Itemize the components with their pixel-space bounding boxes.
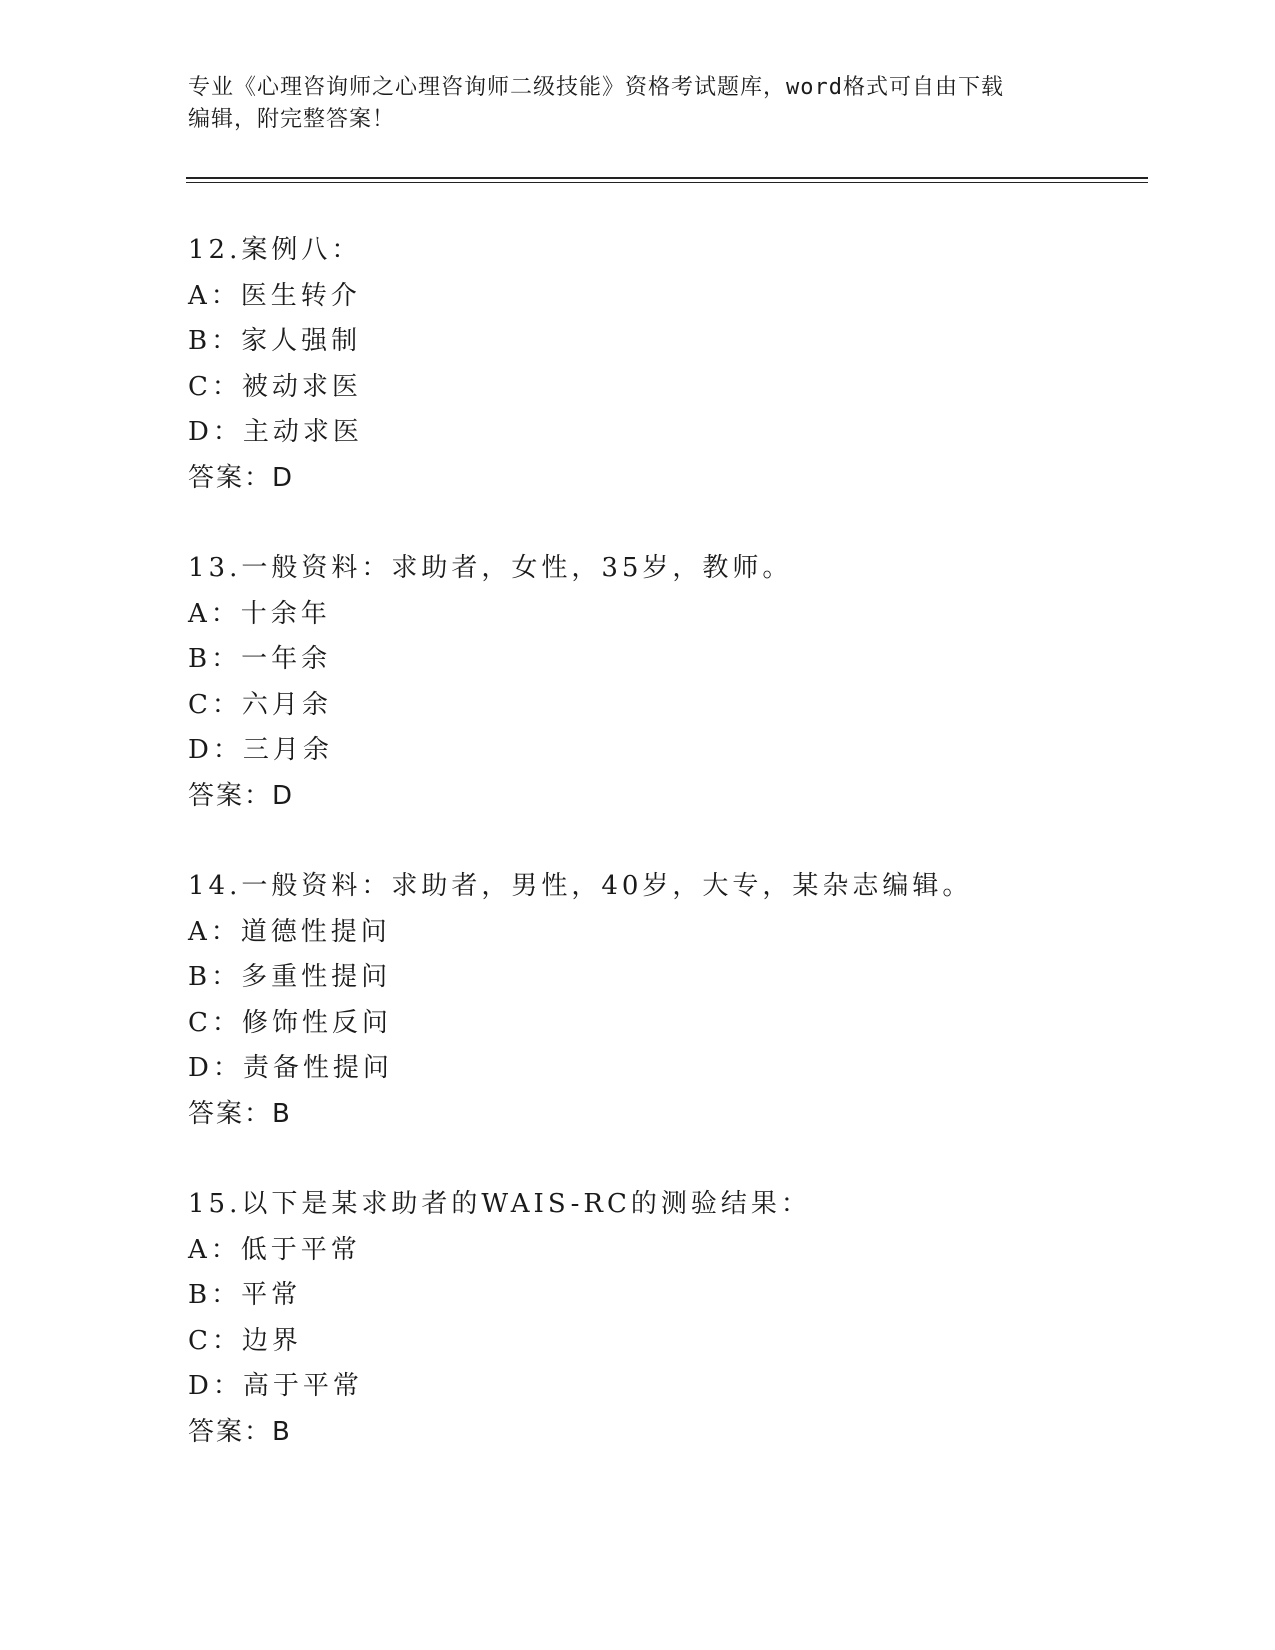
answer-line: 答案：D [188, 462, 295, 493]
question-15 [188, 1182, 1148, 1455]
option-a: A：十余年 [188, 598, 331, 629]
document-header [188, 72, 1088, 136]
question-stem: 14.一般资料：求助者，男性，40岁，大专，某杂志编辑。 [188, 871, 973, 901]
option-b: B：家人强制 [188, 326, 362, 356]
question-12 [188, 228, 1148, 501]
answer-line: 答案：D [188, 780, 295, 811]
question-stem: 15.以下是某求助者的WAIS-RC的测验结果： [188, 1189, 811, 1219]
option-d: D：高于平常 [188, 1371, 363, 1401]
option-d: D：责备性提问 [188, 1053, 393, 1083]
option-a: A：道德性提问 [188, 916, 391, 947]
question-14 [188, 864, 1148, 1137]
option-c: C：六月余 [188, 689, 332, 720]
option-a: A：低于平常 [188, 1234, 361, 1265]
question-stem: 12.案例八： [188, 235, 362, 265]
option-c: C：边界 [188, 1325, 302, 1356]
answer-line: 答案：B [188, 1416, 292, 1447]
header-divider [186, 177, 1148, 183]
option-b: B：一年余 [188, 644, 332, 674]
question-13 [188, 546, 1148, 819]
question-stem: 13.一般资料：求助者，女性，35岁，教师。 [188, 553, 793, 583]
header-line-1: 专业《心理咨询师之心理咨询师二级技能》资格考试题库，word格式可自由下载 [188, 75, 1004, 100]
header-line-2: 编辑，附完整答案！ [188, 107, 396, 132]
answer-line: 答案：B [188, 1098, 292, 1129]
option-b: B：平常 [188, 1280, 302, 1310]
option-b: B：多重性提问 [188, 962, 392, 992]
option-d: D：三月余 [188, 735, 333, 765]
option-a: A：医生转介 [188, 280, 361, 311]
option-c: C：修饰性反问 [188, 1007, 392, 1038]
option-d: D：主动求医 [188, 417, 363, 447]
option-c: C：被动求医 [188, 371, 362, 402]
